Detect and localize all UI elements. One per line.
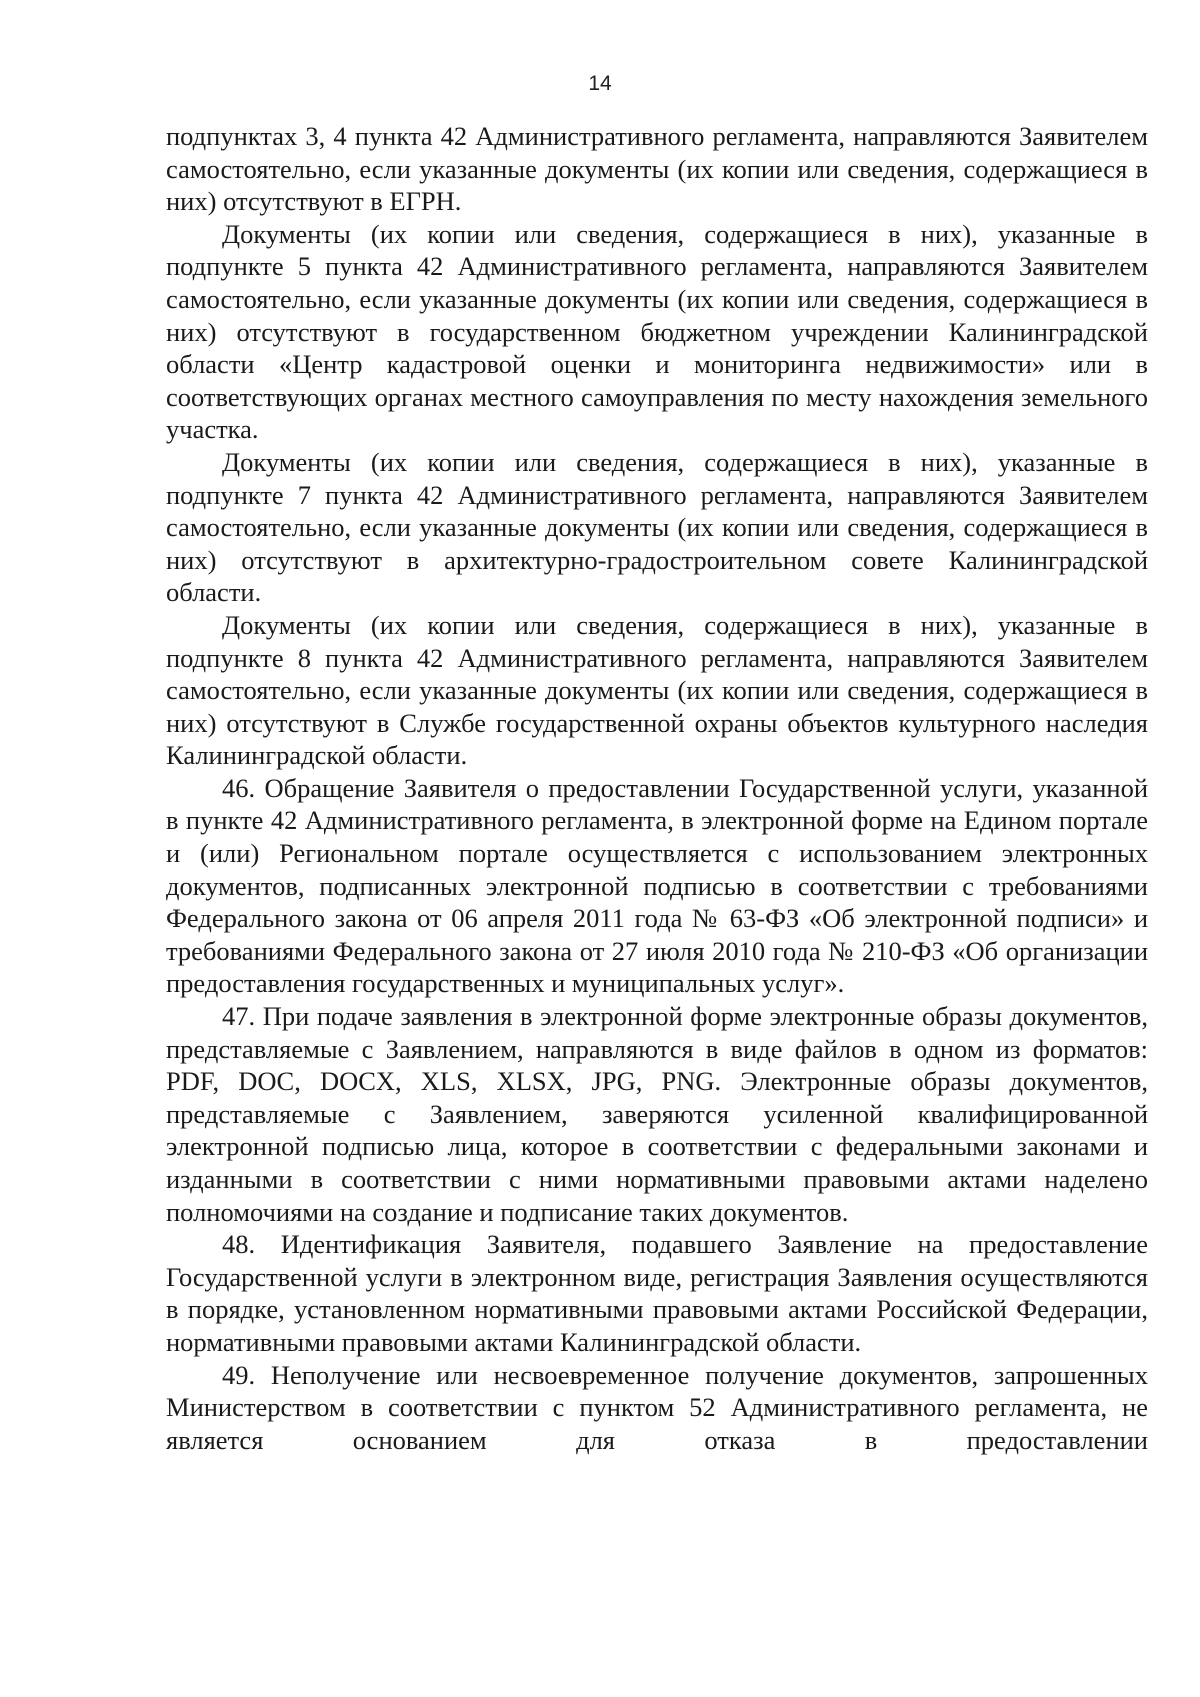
paragraph-subitem-5: Документы (их копии или сведения, содержащиеся в них), указанные в подпункте 5 пункта 42 Административного регламента, направляются Заявителем самостоятельно, если указанные документы (их копии или сведения, содержащиеся в них) отсутствуют в государственном бюджетном учреждении Калининградской области «Центр кадастровой оценки и мониторинга недвижимости» или в соответствующих органах местного самоуправления по месту нахождения земельного участка. xyxy=(166,218,1148,445)
paragraph-46: 46. Обращение Заявителя о предоставлении Государственной услуги, указанной в пункте 42 Административного регламента, в электронной форме на Едином портале и (или) Региональном портале осуществляется с использованием электронных документов, подписанных электронной подписью в соответствии с требованиями Федерального закона от 06 апреля 2011 года № 63-ФЗ «Об электронной подписи» и требованиями Федерального закона от 27 июля 2010 года № 210-ФЗ «Об организации предоставления государственных и муниципальных услуг». xyxy=(166,772,1148,999)
page-number: 14 xyxy=(588,72,612,95)
paragraph-continuation: подпунктах 3, 4 пункта 42 Административного регламента, направляются Заявителем самостоятельно, если указанные документы (их копии или сведения, содержащиеся в них) отсутствуют в ЕГРН. xyxy=(166,121,1148,217)
paragraph-47: 47. При подаче заявления в электронной форме электронные образы документов, представляемые с Заявлением, направляются в виде файлов в одном из форматов: PDF, DOC, DOCX, XLS, XLSX, JPG, PNG. Электронные образы документов, представляемые с Заявлением, заверяются усиленной квалифицированной электронной подписью лица, которое в соответствии с федеральными законами и изданными в соответствии с ними нормативными правовыми актами наделено полномочиями на создание и подписание таких документов. xyxy=(166,1001,1148,1227)
paragraph-subitem-8: Документы (их копии или сведения, содержащиеся в них), указанные в подпункте 8 пункта 42 Административного регламента, направляются Заявителем самостоятельно, если указанные документы (их копии или сведения, содержащиеся в них) отсутствуют в Службе государственной охраны объектов культурного наследия Калининградской области. xyxy=(166,609,1148,771)
paragraph-49: 49. Неполучение или несвоевременное получение документов, запрошенных Министерством в соответствии с пунктом 52 Административного регламента, не является основанием для отказа в предоставлении xyxy=(166,1359,1148,1455)
document-body xyxy=(166,120,1148,1456)
paragraph-subitem-7: Документы (их копии или сведения, содержащиеся в них), указанные в подпункте 7 пункта 42 Административного регламента, направляются Заявителем самостоятельно, если указанные документы (их копии или сведения, содержащиеся в них) отсутствуют в архитектурно-градостроительном совете Калининградской области. xyxy=(166,446,1148,608)
paragraph-48: 48. Идентификация Заявителя, подавшего Заявление на предоставление Государственной услуги в электронном виде, регистрация Заявления осуществляются в порядке, установленном нормативными правовыми актами Российской Федерации, нормативными правовыми актами Калининградской области. xyxy=(166,1229,1148,1357)
